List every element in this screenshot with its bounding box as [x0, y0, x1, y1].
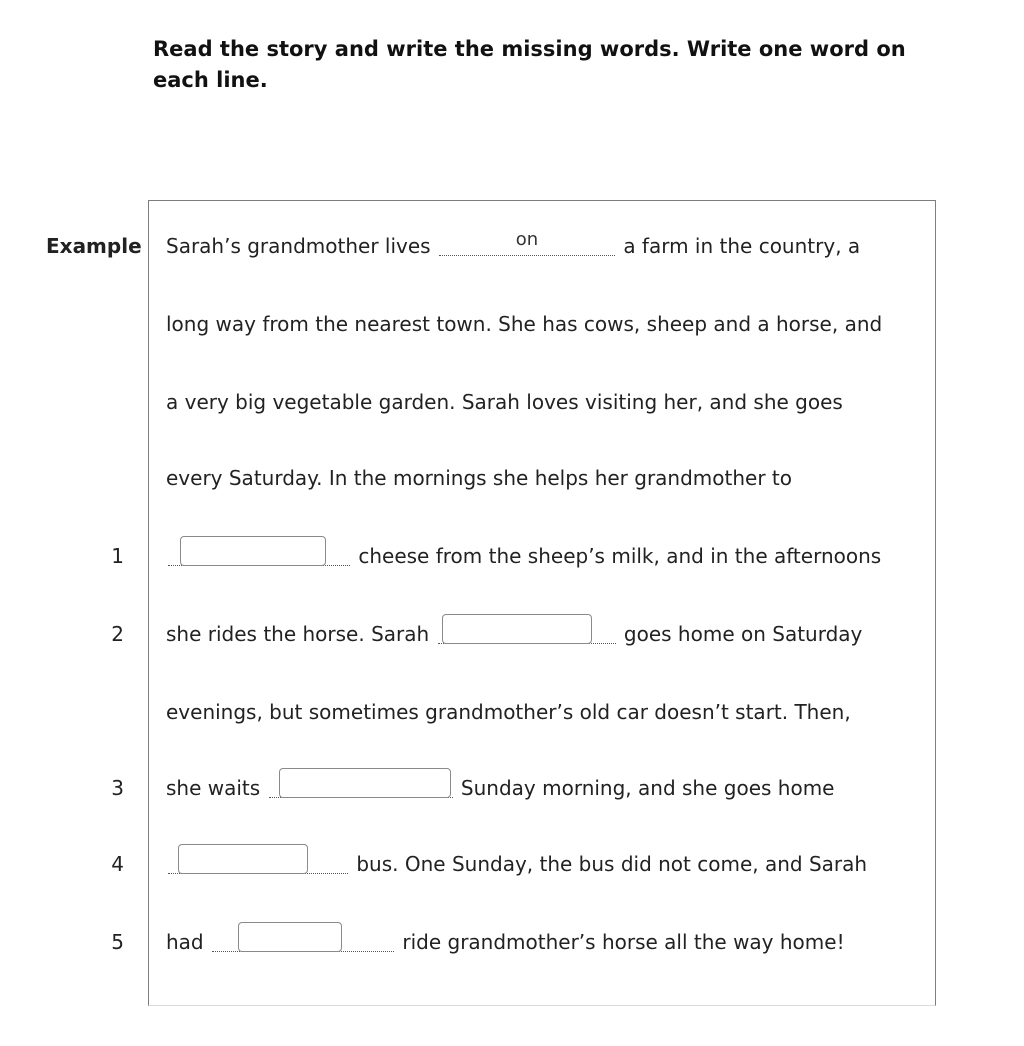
gap-number-4: 4 — [111, 852, 124, 876]
answer-blank-2[interactable] — [438, 620, 616, 648]
instructions: Read the story and write the missing words. Write one word on each line. — [153, 37, 906, 92]
gap-3-text-after: Sunday morning, and she goes home — [460, 776, 835, 800]
story-line-gap-1 — [166, 542, 936, 570]
story-line-3: a very big vegetable garden. Sarah loves visiting her, and she goes — [166, 390, 843, 414]
example-blank — [439, 229, 615, 260]
story-line-4: every Saturday. In the mornings she helps her grandmother to — [166, 466, 793, 490]
answer-box-3[interactable] — [279, 768, 451, 798]
answer-blank-1[interactable] — [168, 542, 350, 570]
story-line-gap-2 — [166, 620, 936, 648]
example-text-after: a farm in the country, a — [623, 234, 861, 258]
answer-box-4[interactable] — [178, 844, 308, 874]
answer-blank-5[interactable] — [212, 928, 394, 956]
gap-3-text-before: she waits — [166, 776, 261, 800]
story-line-7: evenings, but sometimes grandmother’s old car doesn’t start. Then, — [166, 700, 851, 724]
example-answer: on — [515, 229, 539, 250]
story-line-gap-3 — [166, 774, 936, 802]
example-marker: Example — [46, 234, 142, 258]
story-line-gap-4 — [166, 850, 936, 878]
answer-box-1[interactable] — [180, 536, 326, 566]
answer-blank-3[interactable] — [269, 774, 453, 802]
gap-number-5: 5 — [111, 930, 124, 954]
example-text-before: Sarah’s grandmother lives — [166, 234, 431, 258]
gap-2-text-before: she rides the horse. Sarah — [166, 622, 430, 646]
gap-number-3: 3 — [111, 776, 124, 800]
answer-box-5[interactable] — [238, 922, 342, 952]
answer-box-2[interactable] — [442, 614, 592, 644]
gap-2-text-after: goes home on Saturday — [623, 622, 863, 646]
story-line-2: long way from the nearest town. She has cows, sheep and a horse, and — [166, 312, 883, 336]
gap-number-1: 1 — [111, 544, 124, 568]
story-line-gap-5 — [166, 928, 936, 956]
gap-5-text-before: had — [166, 930, 204, 954]
gap-number-2: 2 — [111, 622, 124, 646]
story-line-example — [166, 229, 936, 260]
gap-1-text-after: cheese from the sheep’s milk, and in the afternoons — [358, 544, 882, 568]
gap-5-text-after: ride grandmother’s horse all the way home! — [402, 930, 845, 954]
answer-blank-4[interactable] — [168, 850, 348, 878]
gap-4-text-after: bus. One Sunday, the bus did not come, and Sarah — [356, 852, 868, 876]
